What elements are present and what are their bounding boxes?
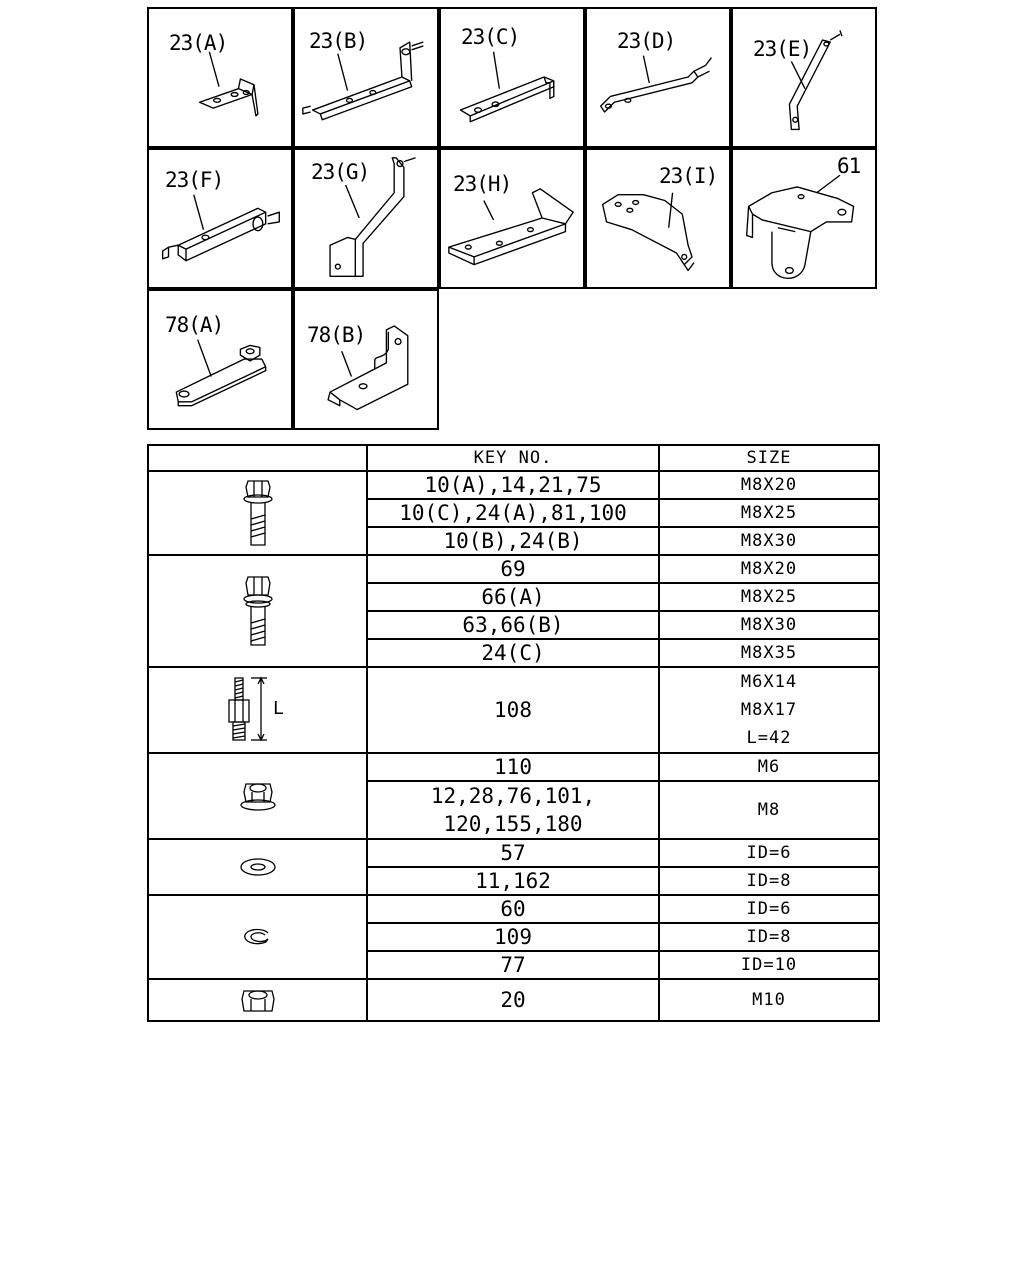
flange-nut-icon — [148, 753, 367, 839]
size-cell: M10 — [659, 979, 879, 1021]
size-cell: M8X30 — [659, 611, 879, 639]
part-cell-23e — [731, 7, 877, 148]
part-label-23e: 23(E) — [753, 37, 812, 61]
part-label-23d: 23(D) — [617, 29, 676, 53]
hex-nut-icon — [148, 979, 367, 1021]
stud-bolt-icon — [148, 667, 367, 753]
bracket-23f-icon — [149, 150, 291, 287]
size-cell: M8X25 — [659, 583, 879, 611]
key-no-cell: 69 — [367, 555, 659, 583]
bracket-61-icon — [733, 150, 875, 287]
size-cell: M8 — [659, 781, 879, 839]
header-key-no: KEY NO. — [367, 445, 659, 471]
part-label-23f: 23(F) — [165, 168, 224, 192]
table-row — [148, 471, 879, 499]
key-no-cell: 11,162 — [367, 867, 659, 895]
key-no-cell: 10(A),14,21,75 — [367, 471, 659, 499]
size-line: M6X14 — [740, 672, 798, 692]
key-line: 12,28,76,101, — [430, 784, 596, 808]
table-header-row — [148, 445, 879, 471]
fastener-size-table — [147, 444, 880, 1022]
size-cell: M8X20 — [659, 555, 879, 583]
size-cell: M8X20 — [659, 471, 879, 499]
key-no-cell: 10(C),24(A),81,100 — [367, 499, 659, 527]
bracket-23d-icon — [587, 9, 729, 146]
part-cell-23f — [147, 148, 293, 289]
size-cell: ID=10 — [659, 951, 879, 979]
key-no-cell: 108 — [367, 667, 659, 753]
size-cell: M8X30 — [659, 527, 879, 555]
bracket-23b-icon — [295, 9, 437, 146]
part-label-23i: 23(I) — [659, 164, 718, 188]
part-label-23a: 23(A) — [169, 31, 228, 55]
header-size: SIZE — [659, 445, 879, 471]
size-cell — [659, 667, 879, 753]
bracket-78a-icon — [149, 291, 291, 428]
plain-washer-icon — [148, 839, 367, 895]
part-label-23c: 23(C) — [461, 25, 520, 49]
size-cell: ID=6 — [659, 895, 879, 923]
key-no-cell: 77 — [367, 951, 659, 979]
part-label-78b: 78(B) — [307, 323, 366, 347]
bracket-23a-icon — [149, 9, 291, 146]
table-row — [148, 979, 879, 1021]
header-icon-col — [148, 445, 367, 471]
bracket-23h-icon — [441, 150, 583, 287]
table-row — [148, 555, 879, 583]
key-no-cell: 63,66(B) — [367, 611, 659, 639]
key-no-cell: 20 — [367, 979, 659, 1021]
size-cell: ID=8 — [659, 923, 879, 951]
bracket-23g-icon — [295, 150, 437, 287]
table-row — [148, 753, 879, 781]
part-cell-78a — [147, 289, 293, 430]
part-label-23h: 23(H) — [453, 172, 512, 196]
lock-washer-icon — [148, 895, 367, 979]
part-cell-23i — [585, 148, 731, 289]
part-label-23g: 23(G) — [311, 160, 370, 184]
key-line: 120,155,180 — [443, 812, 583, 836]
size-cell: M8X35 — [659, 639, 879, 667]
key-no-cell: 24(C) — [367, 639, 659, 667]
table-row — [148, 839, 879, 867]
part-cell-23a — [147, 7, 293, 148]
stud-length-label: L — [273, 698, 284, 719]
key-no-cell: 110 — [367, 753, 659, 781]
key-no-cell: 10(B),24(B) — [367, 527, 659, 555]
table-row — [148, 667, 879, 753]
key-no-cell: 57 — [367, 839, 659, 867]
size-cell: M8X25 — [659, 499, 879, 527]
part-label-78a: 78(A) — [165, 313, 224, 337]
part-cell-78b — [293, 289, 439, 430]
part-label-61: 61 — [837, 154, 861, 178]
bracket-78b-icon — [295, 291, 437, 428]
size-cell: M6 — [659, 753, 879, 781]
size-line: M8X17 — [740, 700, 798, 720]
part-cell-23c — [439, 7, 585, 148]
part-cell-23b — [293, 7, 439, 148]
key-no-cell — [367, 781, 659, 839]
size-cell: ID=6 — [659, 839, 879, 867]
bracket-23i-icon — [587, 150, 729, 287]
part-cell-61 — [731, 148, 877, 289]
bracket-23e-icon — [733, 9, 875, 146]
key-no-cell: 66(A) — [367, 583, 659, 611]
flange-bolt-icon — [148, 471, 367, 555]
washer-bolt-icon — [148, 555, 367, 667]
part-label-23b: 23(B) — [309, 29, 368, 53]
size-line: L=42 — [746, 728, 792, 748]
key-no-cell: 60 — [367, 895, 659, 923]
part-cell-23g — [293, 148, 439, 289]
part-cell-23d — [585, 7, 731, 148]
bracket-parts-grid — [147, 7, 879, 431]
key-no-cell: 109 — [367, 923, 659, 951]
table-row — [148, 895, 879, 923]
part-cell-23h — [439, 148, 585, 289]
size-cell: ID=8 — [659, 867, 879, 895]
bracket-23c-icon — [441, 9, 583, 146]
